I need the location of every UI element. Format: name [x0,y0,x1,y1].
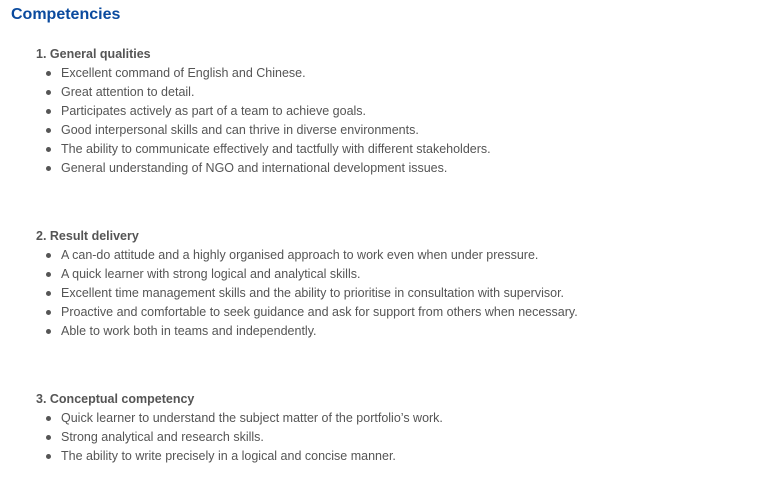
list-item [36,159,491,178]
list-item-text: The ability to write precisely in a logical and concise manner. [61,449,396,463]
list-item [36,121,491,140]
section-general-qualities [36,45,491,178]
list-item [36,303,578,322]
bullet-icon [46,147,51,152]
bullet-icon [46,71,51,76]
list-item-text: Quick learner to understand the subject matter of the portfolio’s work. [61,411,443,425]
bullet-icon [46,253,51,258]
list-item-text: A can-do attitude and a highly organised approach to work even when under pressure. [61,248,539,262]
bullet-icon [46,272,51,277]
list-item-text: Excellent command of English and Chinese. [61,66,306,80]
list-item-text: Participates actively as part of a team to achieve goals. [61,104,367,118]
bullet-icon [46,90,51,95]
list-item-text: A quick learner with strong logical and analytical skills. [61,267,361,281]
list-item [36,409,443,428]
list-item-text: Excellent time management skills and the ability to prioritise in consultation with supervisor. [61,286,565,300]
section-heading: 2. Result delivery [36,229,139,243]
list-item-text: Good interpersonal skills and can thrive in diverse environments. [61,123,419,137]
section-result-delivery [36,227,578,341]
list-item [36,246,578,265]
section-heading: 3. Conceptual competency [36,392,195,406]
section-heading: 1. General qualities [36,47,151,61]
list-item [36,322,578,341]
list-item [36,64,491,83]
list-item-text: Able to work both in teams and independently. [61,324,317,338]
section-conceptual-competency [36,390,443,466]
list-item-text: Proactive and comfortable to seek guidance and ask for support from others when necessary. [61,305,578,319]
bullet-icon [46,435,51,440]
bullet-icon [46,166,51,171]
list-item [36,284,578,303]
list-item [36,140,491,159]
list-item-text: The ability to communicate effectively and tactfully with different stakeholders. [61,142,491,156]
bullet-icon [46,416,51,421]
page-title: Competencies [11,6,121,23]
list-item [36,102,491,121]
bullet-icon [46,454,51,459]
bullet-icon [46,329,51,334]
list-item-text: Great attention to detail. [61,85,195,99]
list-item [36,265,578,284]
bullet-icon [46,128,51,133]
list-item-text: General understanding of NGO and international development issues. [61,161,448,175]
bullet-icon [46,291,51,296]
bullet-list [36,64,491,178]
list-item [36,428,443,447]
bullet-list [36,409,443,466]
bullet-icon [46,310,51,315]
list-item [36,83,491,102]
bullet-list [36,246,578,341]
bullet-icon [46,109,51,114]
list-item-text: Strong analytical and research skills. [61,430,264,444]
list-item [36,447,443,466]
